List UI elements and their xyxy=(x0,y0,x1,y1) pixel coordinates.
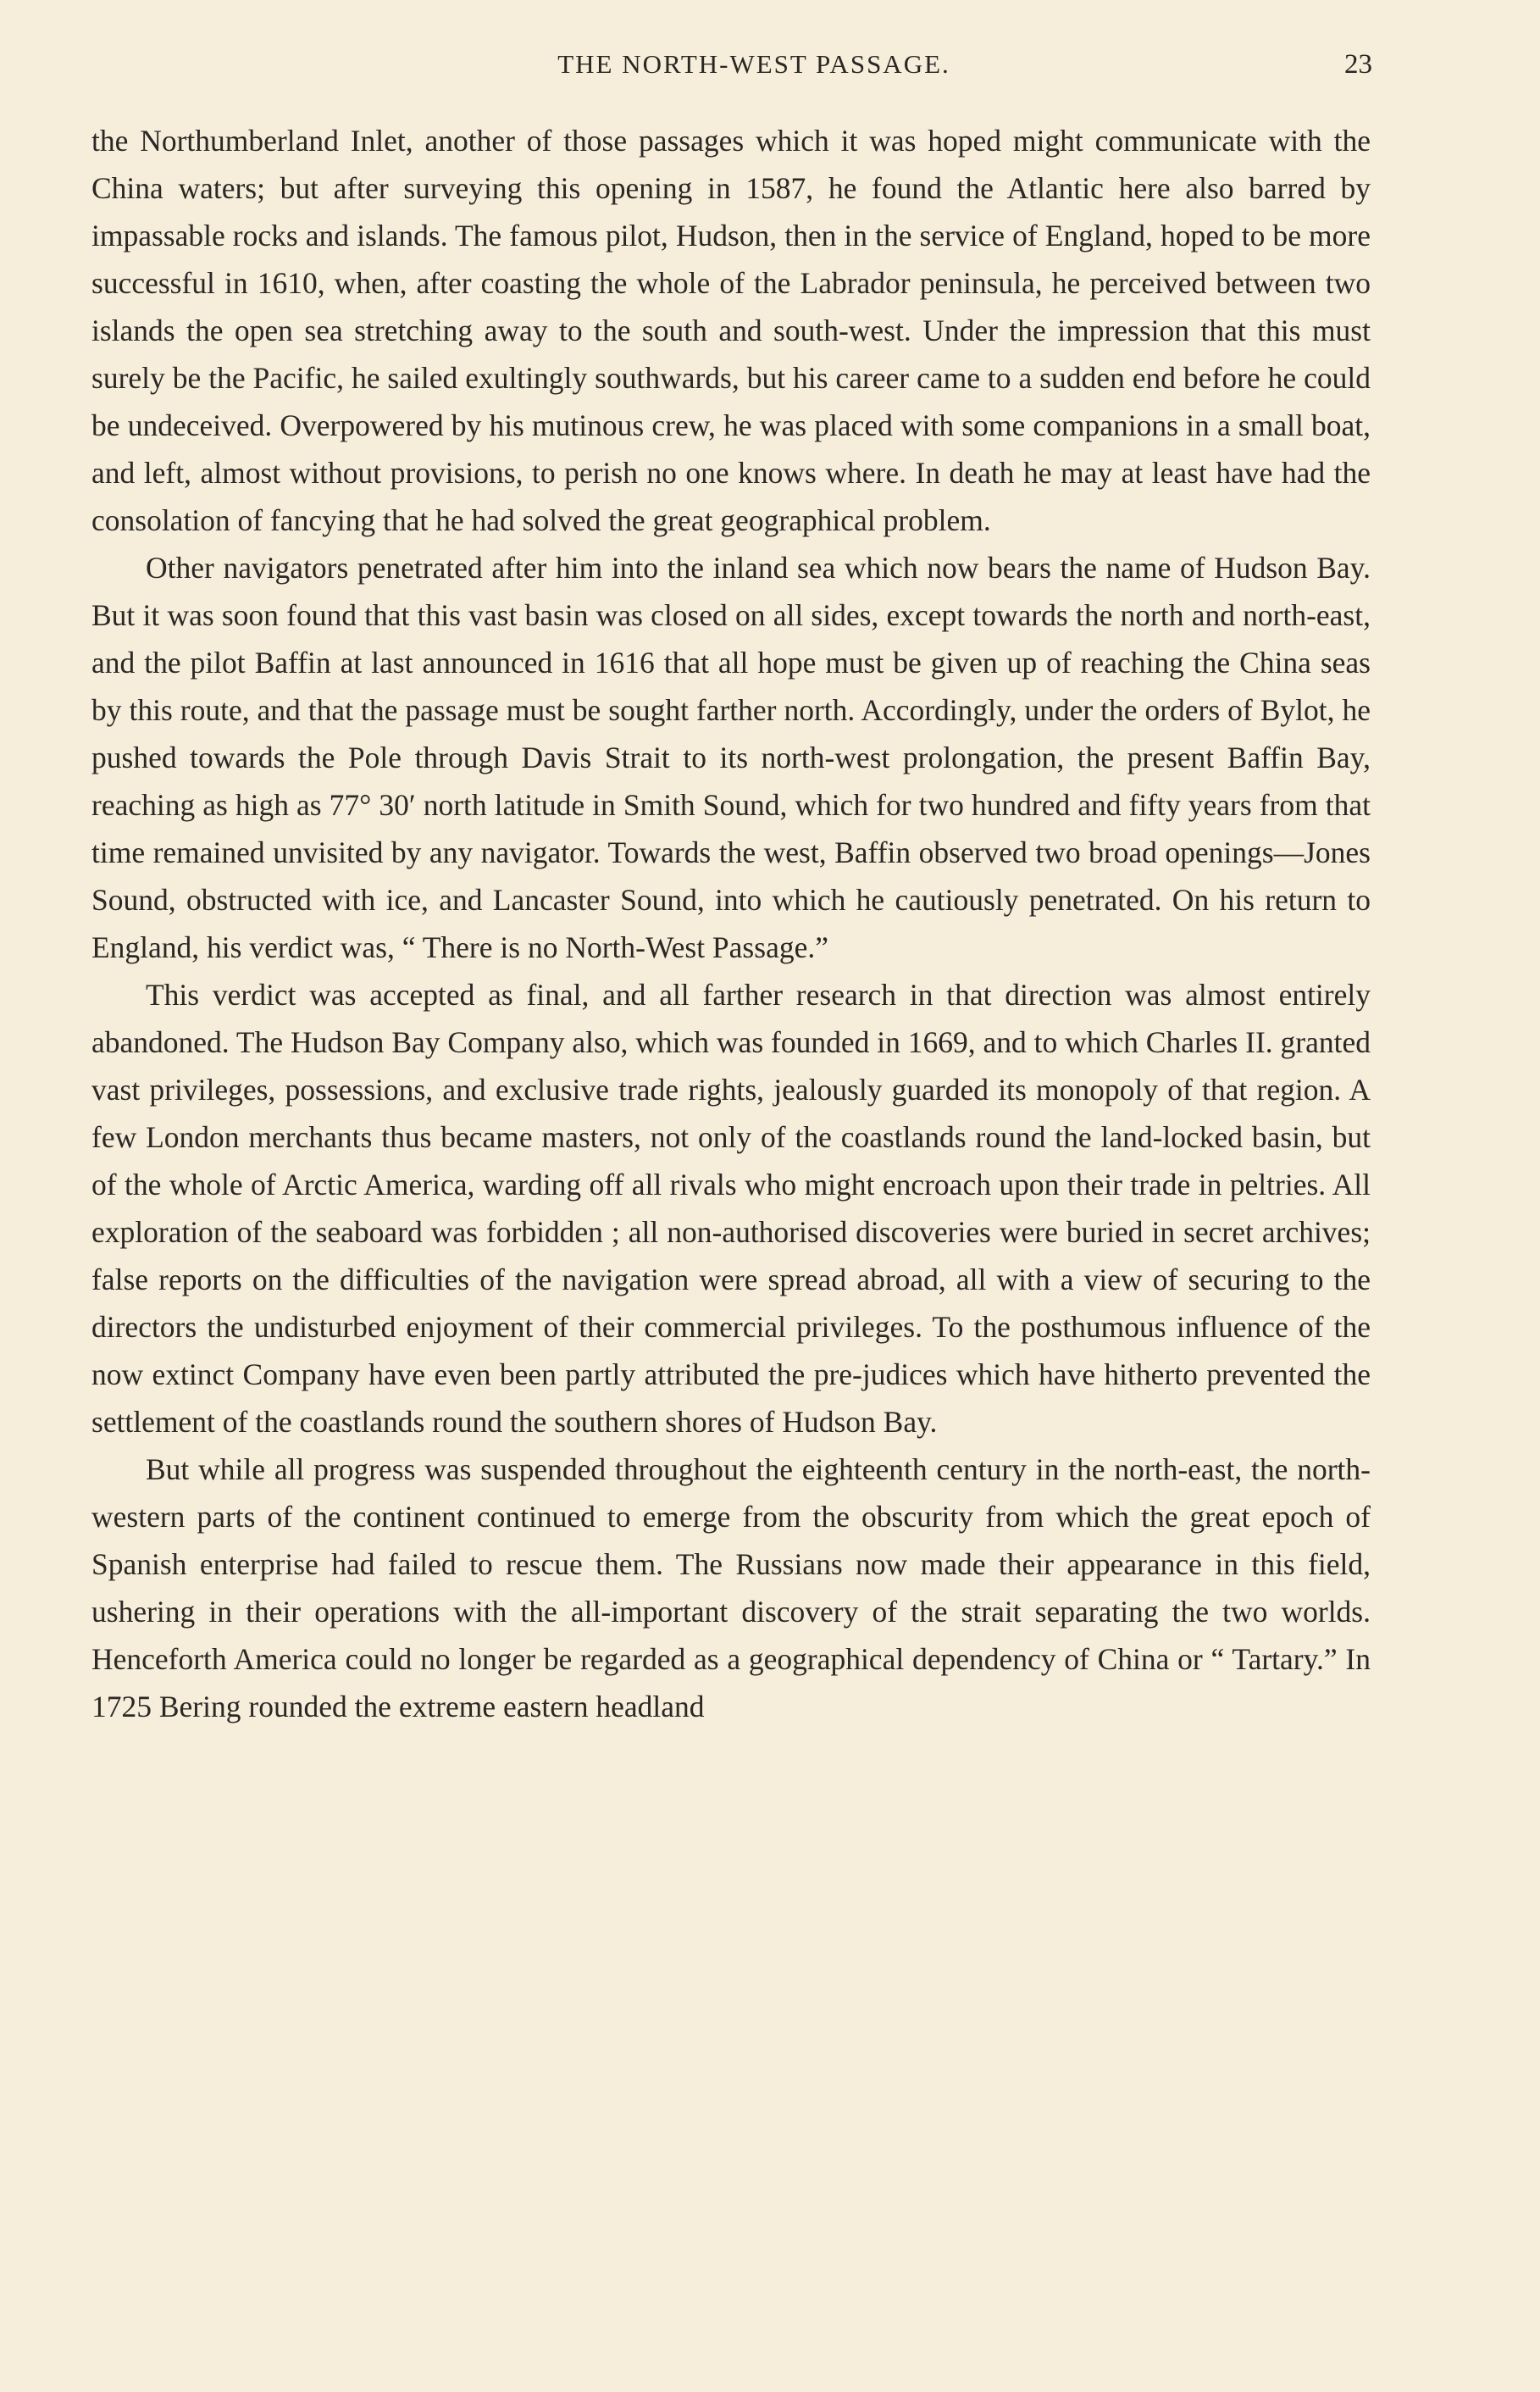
page-number: 23 xyxy=(1344,49,1372,80)
body-text xyxy=(91,117,1371,1730)
paragraph-3: This verdict was accepted as final, and all farther research in that direction was almost entirely abandoned. The Hudson Bay Company also, which was founded in 1669, and to which Charles II. granted vast privileges, possessions, and exclusive trade rights, jealously guarded its monopoly of that region. A few London merchants thus became masters, not only of the coastlands round the land-locked basin, but of the whole of Arctic America, warding off all rivals who might encroach upon their trade in peltries. All exploration of the seaboard was forbidden ; all non-authorised discoveries were buried in secret archives; false reports on the difficulties of the navigation were spread abroad, all with a view of securing to the directors the undisturbed enjoyment of their commercial privileges. To the posthumous influence of the now extinct Company have even been partly attributed the pre-judices which have hitherto prevented the settlement of the coastlands round the southern shores of Hudson Bay. xyxy=(91,978,1371,1439)
paragraph-4: But while all progress was suspended throughout the eighteenth century in the north-east, the north-western parts of the continent continued to emerge from the obscurity from which the great epoch of Spanish enterprise had failed to rescue them. The Russians now made their appearance in this field, ushering in their operations with the all-important discovery of the strait separating the two worlds. Henceforth America could no longer be regarded as a geographical dependency of China or “ Tartary.” In 1725 Bering rounded the extreme eastern headland xyxy=(91,1452,1371,1723)
page-header xyxy=(136,49,1372,86)
paragraph-2: Other navigators penetrated after him into the inland sea which now bears the name of Hudson Bay. But it was soon found that this vast basin was closed on all sides, except towards the north and north-east, and the pilot Baffin at last announced in 1616 that all hope must be given up of reaching the China seas by this route, and that the passage must be sought farther north. Accordingly, under the orders of Bylot, he pushed towards the Pole through Davis Strait to its north-west prolongation, the present Baffin Bay, reaching as high as 77° 30′ north latitude in Smith Sound, which for two hundred and fifty years from that time remained unvisited by any navigator. Towards the west, Baffin observed two broad openings—Jones Sound, obstructed with ice, and Lancaster Sound, into which he cautiously penetrated. On his return to England, his verdict was, “ There is no North-West Passage.” xyxy=(91,551,1371,964)
paragraph-1: the Northumberland Inlet, another of those passages which it was hoped might communicate with the China waters; but after surveying this opening in 1587, he found the Atlantic here also barred by impassable rocks and islands. The famous pilot, Hudson, then in the service of England, hoped to be more successful in 1610, when, after coasting the whole of the Labrador peninsula, he perceived between two islands the open sea stretching away to the south and south-west. Under the impression that this must surely be the Pacific, he sailed exultingly southwards, but his career came to a sudden end before he could be undeceived. Overpowered by his mutinous crew, he was placed with some companions in a small boat, and left, almost without provisions, to perish no one knows where. In death he may at least have had the consolation of fancying that he had solved the great geographical problem. xyxy=(91,124,1371,537)
running-title: THE NORTH-WEST PASSAGE. xyxy=(557,49,950,79)
